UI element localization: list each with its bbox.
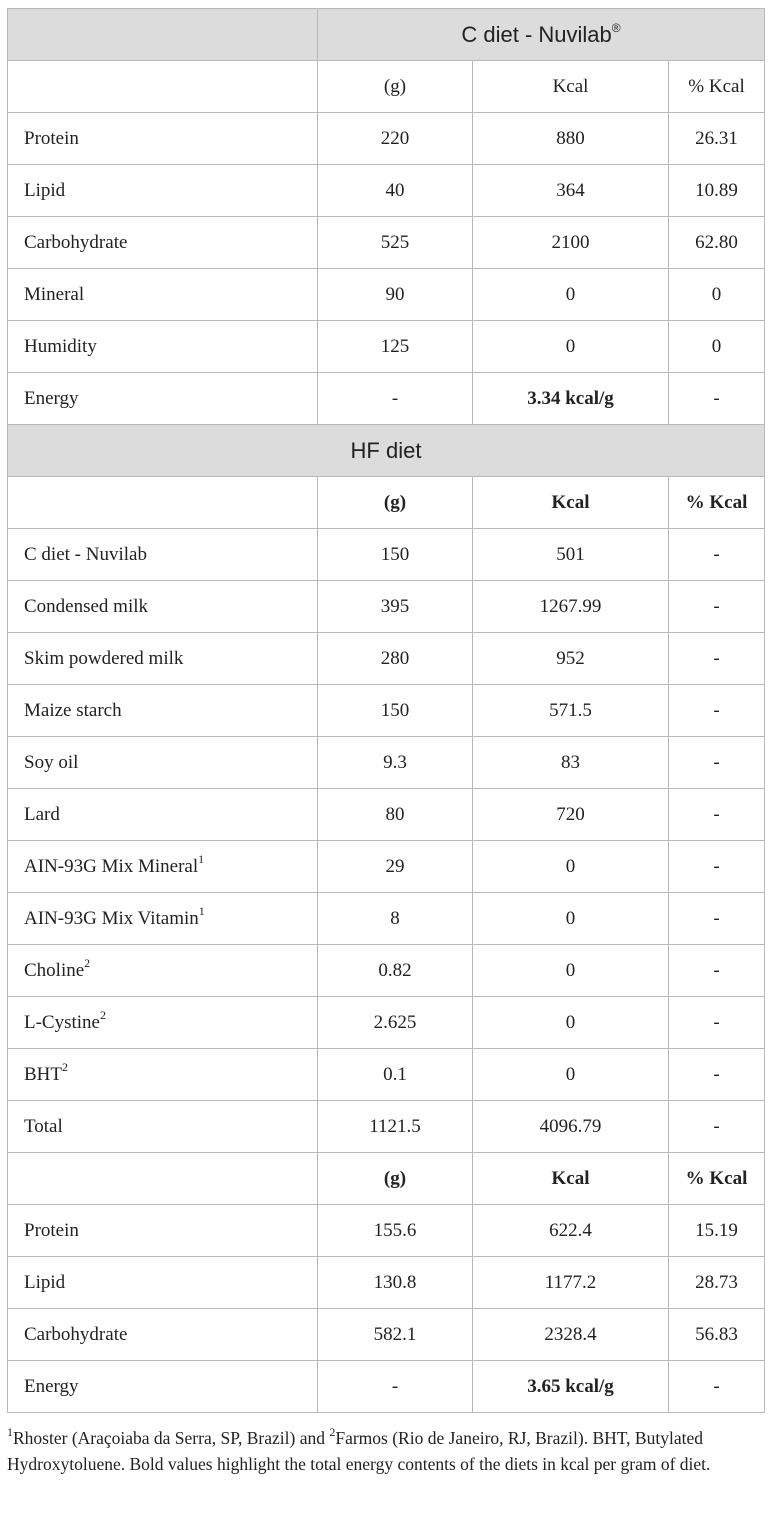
hf-diet-energy-value: 3.65 kcal/g — [473, 1361, 669, 1413]
footnote-marker-2: 2 — [329, 1425, 336, 1440]
cell-pct: - — [669, 997, 765, 1049]
cell-g: 9.3 — [318, 737, 473, 789]
table-row — [8, 1049, 765, 1101]
c-diet-energy-value: 3.34 kcal/g — [473, 373, 669, 425]
empty-header-cell — [8, 477, 318, 529]
table-row — [8, 529, 765, 581]
hf-diet-header-row — [8, 425, 765, 477]
cell-g: 8 — [318, 893, 473, 945]
energy-row — [8, 373, 765, 425]
cell-g: 40 — [318, 165, 473, 217]
row-label: Choline$^2$ — [8, 945, 318, 997]
row-label: AIN-93G Mix Mineral$^1$ — [8, 841, 318, 893]
hf-composition-header-row — [8, 1153, 765, 1205]
cell-pct: - — [669, 685, 765, 737]
row-label: Condensed milk — [8, 581, 318, 633]
row-label: Skim powdered milk — [8, 633, 318, 685]
col-g-header: (g) — [318, 61, 473, 113]
cell-pct: - — [669, 945, 765, 997]
table-row — [8, 997, 765, 1049]
cell-pct: 62.80 — [669, 217, 765, 269]
col-pct-header: % Kcal — [669, 61, 765, 113]
cell-kcal: 4096.79 — [473, 1101, 669, 1153]
row-label: Lipid — [8, 165, 318, 217]
cell-kcal: 0 — [473, 945, 669, 997]
row-label: AIN-93G Mix Vitamin$^1$ — [8, 893, 318, 945]
row-label: BHT$^2$ — [8, 1049, 318, 1101]
cell-kcal: 364 — [473, 165, 669, 217]
cell-g: 1121.5 — [318, 1101, 473, 1153]
cell-pct: 26.31 — [669, 113, 765, 165]
cell-pct: 0 — [669, 269, 765, 321]
cell-kcal: 622.4 — [473, 1205, 669, 1257]
cell-kcal: 880 — [473, 113, 669, 165]
row-label: Soy oil — [8, 737, 318, 789]
cell-g: - — [318, 1361, 473, 1413]
footnote-text-1: Rhoster (Araçoiaba da Serra, SP, Brazil) and — [13, 1428, 330, 1448]
hf-diet-header: HF diet — [8, 425, 765, 477]
cell-kcal: 83 — [473, 737, 669, 789]
cell-g: - — [318, 373, 473, 425]
table-row — [8, 893, 765, 945]
table-row — [8, 685, 765, 737]
row-label: Energy — [8, 373, 318, 425]
cell-g: 150 — [318, 685, 473, 737]
row-label: Maize starch — [8, 685, 318, 737]
cell-pct: - — [669, 529, 765, 581]
cell-kcal: 571.5 — [473, 685, 669, 737]
table-row — [8, 165, 765, 217]
cell-g: 0.1 — [318, 1049, 473, 1101]
cell-g: 155.6 — [318, 1205, 473, 1257]
row-label: Humidity — [8, 321, 318, 373]
cell-kcal: 0 — [473, 997, 669, 1049]
cell-kcal: 2328.4 — [473, 1309, 669, 1361]
cell-pct: - — [669, 1049, 765, 1101]
cell-kcal: 0 — [473, 269, 669, 321]
cell-pct: 15.19 — [669, 1205, 765, 1257]
energy-row — [8, 1361, 765, 1413]
cell-kcal: 0 — [473, 893, 669, 945]
footnote-marker-1: 1 — [7, 1425, 13, 1440]
total-row — [8, 1101, 765, 1153]
cell-pct: - — [669, 373, 765, 425]
row-label: Energy — [8, 1361, 318, 1413]
row-label: Protein — [8, 113, 318, 165]
cell-pct: 0 — [669, 321, 765, 373]
cell-kcal: 1267.99 — [473, 581, 669, 633]
cell-kcal: 2100 — [473, 217, 669, 269]
cell-pct: - — [669, 789, 765, 841]
cell-kcal: 1177.2 — [473, 1257, 669, 1309]
cell-kcal: 0 — [473, 841, 669, 893]
cell-pct: 10.89 — [669, 165, 765, 217]
row-label: Mineral — [8, 269, 318, 321]
col-kcal-header: Kcal — [473, 1153, 669, 1205]
cell-g: 125 — [318, 321, 473, 373]
cell-g: 80 — [318, 789, 473, 841]
cell-pct: 28.73 — [669, 1257, 765, 1309]
c-diet-column-header-row — [8, 61, 765, 113]
table-row — [8, 113, 765, 165]
col-pct-header: % Kcal — [669, 477, 765, 529]
cell-g: 582.1 — [318, 1309, 473, 1361]
table-row — [8, 945, 765, 997]
empty-header-cell — [8, 61, 318, 113]
c-diet-header-row — [8, 9, 765, 61]
cell-g: 130.8 — [318, 1257, 473, 1309]
table-row — [8, 1309, 765, 1361]
table-row — [8, 737, 765, 789]
table-row — [8, 1257, 765, 1309]
cell-pct: - — [669, 893, 765, 945]
row-label: Carbohydrate — [8, 1309, 318, 1361]
cell-g: 29 — [318, 841, 473, 893]
cell-g: 90 — [318, 269, 473, 321]
table-row — [8, 217, 765, 269]
col-g-header: (g) — [318, 1153, 473, 1205]
col-kcal-header: Kcal — [473, 61, 669, 113]
cell-pct: - — [669, 737, 765, 789]
cell-kcal: 0 — [473, 1049, 669, 1101]
col-pct-header: % Kcal — [669, 1153, 765, 1205]
table-row — [8, 581, 765, 633]
cell-pct: - — [669, 841, 765, 893]
row-label: L-Cystine$^2$ — [8, 997, 318, 1049]
table-row — [8, 841, 765, 893]
col-kcal-header: Kcal — [473, 477, 669, 529]
table-row — [8, 633, 765, 685]
cell-pct: 56.83 — [669, 1309, 765, 1361]
cell-g: 525 — [318, 217, 473, 269]
row-label: Carbohydrate — [8, 217, 318, 269]
cell-pct: - — [669, 1101, 765, 1153]
cell-g: 280 — [318, 633, 473, 685]
table-row — [8, 269, 765, 321]
cell-g: 0.82 — [318, 945, 473, 997]
row-label: Total — [8, 1101, 318, 1153]
table-row — [8, 789, 765, 841]
row-label: Lipid — [8, 1257, 318, 1309]
cell-g: 2.625 — [318, 997, 473, 1049]
row-label: Protein — [8, 1205, 318, 1257]
cell-g: 150 — [318, 529, 473, 581]
hf-diet-column-header-row — [8, 477, 765, 529]
c-diet-header: C diet - Nuvilab® — [318, 9, 765, 61]
table-row — [8, 1205, 765, 1257]
registered-mark: ® — [611, 21, 621, 36]
cell-kcal: 501 — [473, 529, 669, 581]
cell-g: 220 — [318, 113, 473, 165]
col-g-header: (g) — [318, 477, 473, 529]
table-row — [8, 321, 765, 373]
cell-pct: - — [669, 581, 765, 633]
footnote-text-2: Farmos (Rio de Janeiro, RJ, Brazil). BHT, Butylated Hydroxytoluene. Bold values highlight the total energy contents of the diets in kcal per gram of diet. — [7, 1428, 711, 1474]
row-label: C diet - Nuvilab — [8, 529, 318, 581]
row-label: Lard — [8, 789, 318, 841]
cell-kcal: 952 — [473, 633, 669, 685]
cell-pct: - — [669, 1361, 765, 1413]
cell-kcal: 0 — [473, 321, 669, 373]
header-corner-cell — [8, 9, 318, 61]
cell-pct: - — [669, 633, 765, 685]
empty-header-cell — [8, 1153, 318, 1205]
cell-g: 395 — [318, 581, 473, 633]
cell-kcal: 720 — [473, 789, 669, 841]
diet-composition-table — [7, 8, 765, 1413]
table-footnote — [7, 1425, 764, 1477]
